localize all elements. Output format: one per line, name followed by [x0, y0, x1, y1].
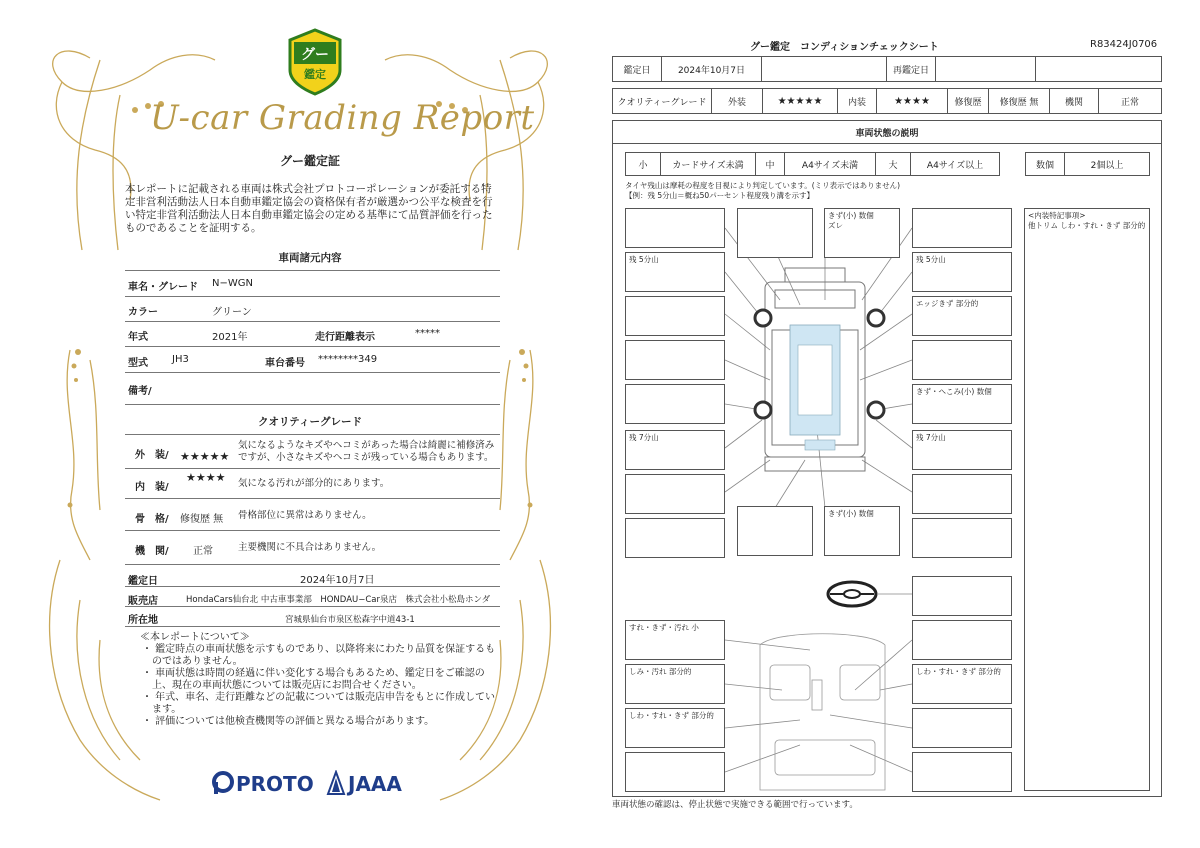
- interior-label: 内 装/: [135, 482, 169, 493]
- interior-left-box-4: [625, 752, 725, 792]
- special-notes-title: <内装特記事項>: [1028, 211, 1086, 220]
- mileage-label: 走行距離表示: [315, 332, 375, 343]
- year-value: 2021年: [212, 332, 248, 343]
- exterior-stars: ★★★★★: [180, 450, 230, 463]
- interior-right-box-1: [912, 620, 1012, 660]
- diagram-box: [625, 384, 725, 424]
- dent-box: きず・へこみ(小) 数個: [912, 384, 1012, 424]
- tire-rear-right-box: 残 7分山: [912, 430, 1012, 470]
- engine-label: 機関: [1049, 88, 1099, 114]
- badge-bottom-text: 鑑定: [304, 68, 326, 81]
- legend-small: 小: [625, 152, 661, 176]
- model-label: 型式: [128, 358, 148, 369]
- notes-title: ≪本レポートについて≫: [140, 632, 250, 643]
- tire-front-right-box: 残 5分山: [912, 252, 1012, 292]
- legend-mid-desc: A4サイズ未満: [784, 152, 876, 176]
- steering-box: [912, 576, 1012, 616]
- legend-small-desc: カードサイズ未満: [660, 152, 756, 176]
- repair-label: 修復歴: [947, 88, 989, 114]
- note-item: ・ 鑑定時点の車両状態を示すものであり、以降将来にわたり品質を保証するものではありません。: [142, 644, 496, 667]
- legend-large-desc: A4サイズ以上: [910, 152, 1000, 176]
- frame-label: 骨 格/: [135, 514, 169, 525]
- condition-check-sheet: [600, 0, 1200, 848]
- dealer-label: 販売店: [128, 596, 158, 607]
- note-item: ・ 車両状態は時間の経過に伴い変化する場合もあるため、鑑定日をご確認の上、現在の車両状態については販売店にお問合せください。: [142, 668, 485, 691]
- int-label: 内装: [837, 88, 877, 114]
- repair-value: 修復歴 無: [988, 88, 1050, 114]
- ext-stars: ★★★★★: [762, 88, 838, 114]
- certificate-body: 本レポートに記載される車両は株式会社プロトコーポレーションが委託する特定非営利活動法人日本自動車鑑定協会の資格保有者が厳選かつ公平な検査を行い特定非営利活動法人日本自動車鑑定協会の定める基準にて品質評価を行ったものであることを証明する。: [125, 183, 493, 234]
- date-value: 2024年10月7日: [661, 56, 762, 82]
- diagram-box: [625, 518, 725, 558]
- badge-top-text: グー: [301, 47, 329, 63]
- proto-logo: PROTO: [236, 772, 314, 796]
- engine-value: 正常: [193, 546, 213, 557]
- frame-text: 骨格部位に異常はありません。: [238, 510, 372, 521]
- appraisal-date-value: 2024年10月7日: [300, 575, 375, 586]
- legend-count: 数個: [1025, 152, 1065, 176]
- diagram-box: [625, 208, 725, 248]
- rear-condition-box: きず(小) 数個: [824, 506, 900, 556]
- report-id: R83424J0706: [1090, 39, 1158, 50]
- chassis-value: ********349: [318, 354, 378, 365]
- color-label: カラー: [128, 307, 158, 318]
- interior-stars: ★★★★: [186, 471, 226, 484]
- interior-left-box-3: しわ・すれ・きず 部分的: [625, 708, 725, 748]
- chassis-label: 車台番号: [265, 358, 305, 369]
- diagram-box: [912, 208, 1012, 248]
- diagram-box: [625, 340, 725, 380]
- remarks-label: 備考/: [128, 386, 152, 397]
- tire-note-2: 【例：残 5分山＝概ね50パーセント程度残り溝を示す】: [625, 191, 815, 200]
- interior-right-box-4: [912, 752, 1012, 792]
- grade-label: クオリティーグレード: [612, 88, 712, 114]
- engine-text: 主要機関に不具合はありません。: [238, 542, 382, 553]
- condition-title: 車両状態の説明: [612, 120, 1162, 144]
- ext-label: 外装: [711, 88, 763, 114]
- dealer-value: HondaCars仙台北 中古車事業部 HONDAU−Car泉店 株式会社小松島ホンダ: [186, 595, 491, 605]
- address-label: 所在地: [128, 615, 158, 626]
- diagram-box: [737, 506, 813, 556]
- exterior-label: 外 装/: [135, 450, 169, 461]
- interior-left-box-2: しみ・汚れ 部分的: [625, 664, 725, 704]
- edge-scratch-box: エッジきず 部分的: [912, 296, 1012, 336]
- certificate-title: グー鑑定証: [279, 154, 340, 168]
- exterior-text: 気になるようなキズやヘコミがあった場合は綺麗に補修済みですが、小さなキズやヘコミが残っている場合もあります。: [238, 440, 495, 463]
- interior-special-notes: [1024, 208, 1150, 791]
- diagram-box: [912, 518, 1012, 558]
- report-notes: [140, 632, 500, 728]
- sheet-title: グー鑑定 コンディションチェックシート: [750, 42, 939, 53]
- address-value: 宮城県仙台市泉区松森字中道43-1: [285, 615, 415, 625]
- reappraisal-label: 再鑑定日: [886, 56, 936, 82]
- jaaa-logo: JAAA: [348, 772, 402, 796]
- tire-front-left-box: 残 5分山: [625, 252, 725, 292]
- engine-label: 機 関/: [135, 546, 169, 557]
- interior-right-box-3: [912, 708, 1012, 748]
- script-title: U-car Grading Report: [150, 98, 535, 138]
- engine-value: 正常: [1098, 88, 1162, 114]
- diagram-box: [625, 296, 725, 336]
- legend-count-desc: 2個以上: [1064, 152, 1150, 176]
- date-label: 鑑定日: [612, 56, 662, 82]
- tire-note-1: タイヤ残山は摩耗の程度を目視により判定しています。(ミリ表示ではありません): [625, 181, 901, 190]
- interior-right-box-2: しわ・すれ・きず 部分的: [912, 664, 1012, 704]
- proto-logo-icon: [212, 770, 234, 796]
- note-item: ・ 評価については他検査機関等の評価と異なる場合があります。: [142, 716, 435, 727]
- diagram-box: [912, 340, 1012, 380]
- interior-left-box-1: すれ・きず・汚れ 小: [625, 620, 725, 660]
- front-condition-box: きず(小) 数個 ズレ: [824, 208, 900, 258]
- diagram-box: [625, 474, 725, 514]
- jaaa-logo-icon: [326, 770, 346, 796]
- tire-rear-left-box: 残 7分山: [625, 430, 725, 470]
- footer-note: 車両状態の確認は、停止状態で実施できる範囲で行っています。: [612, 800, 858, 810]
- car-name-label: 車名・グレード: [128, 282, 198, 293]
- diagram-box: [912, 474, 1012, 514]
- year-label: 年式: [128, 332, 148, 343]
- legend-large: 大: [875, 152, 911, 176]
- car-name-value: N−WGN: [212, 278, 253, 289]
- frame-value: 修復歴 無: [180, 514, 224, 525]
- model-value: JH3: [172, 354, 189, 365]
- legend-mid: 中: [755, 152, 785, 176]
- appraisal-date-label: 鑑定日: [128, 576, 158, 587]
- int-stars: ★★★★: [876, 88, 948, 114]
- quality-title: クオリティーグレード: [258, 416, 362, 428]
- diagram-box: [737, 208, 813, 258]
- mileage-value: *****: [415, 328, 440, 339]
- specs-title: 車両諸元内容: [278, 252, 342, 264]
- special-notes-text: 他トリム しわ・すれ・きず 部分的: [1028, 221, 1146, 230]
- interior-text: 気になる汚れが部分的にあります。: [238, 478, 390, 489]
- note-item: ・ 年式、車名、走行距離などの記載については販売店申告をもとに作成しています。: [142, 692, 495, 715]
- color-value: グリーン: [212, 307, 252, 318]
- steering-wheel-icon: [828, 582, 876, 606]
